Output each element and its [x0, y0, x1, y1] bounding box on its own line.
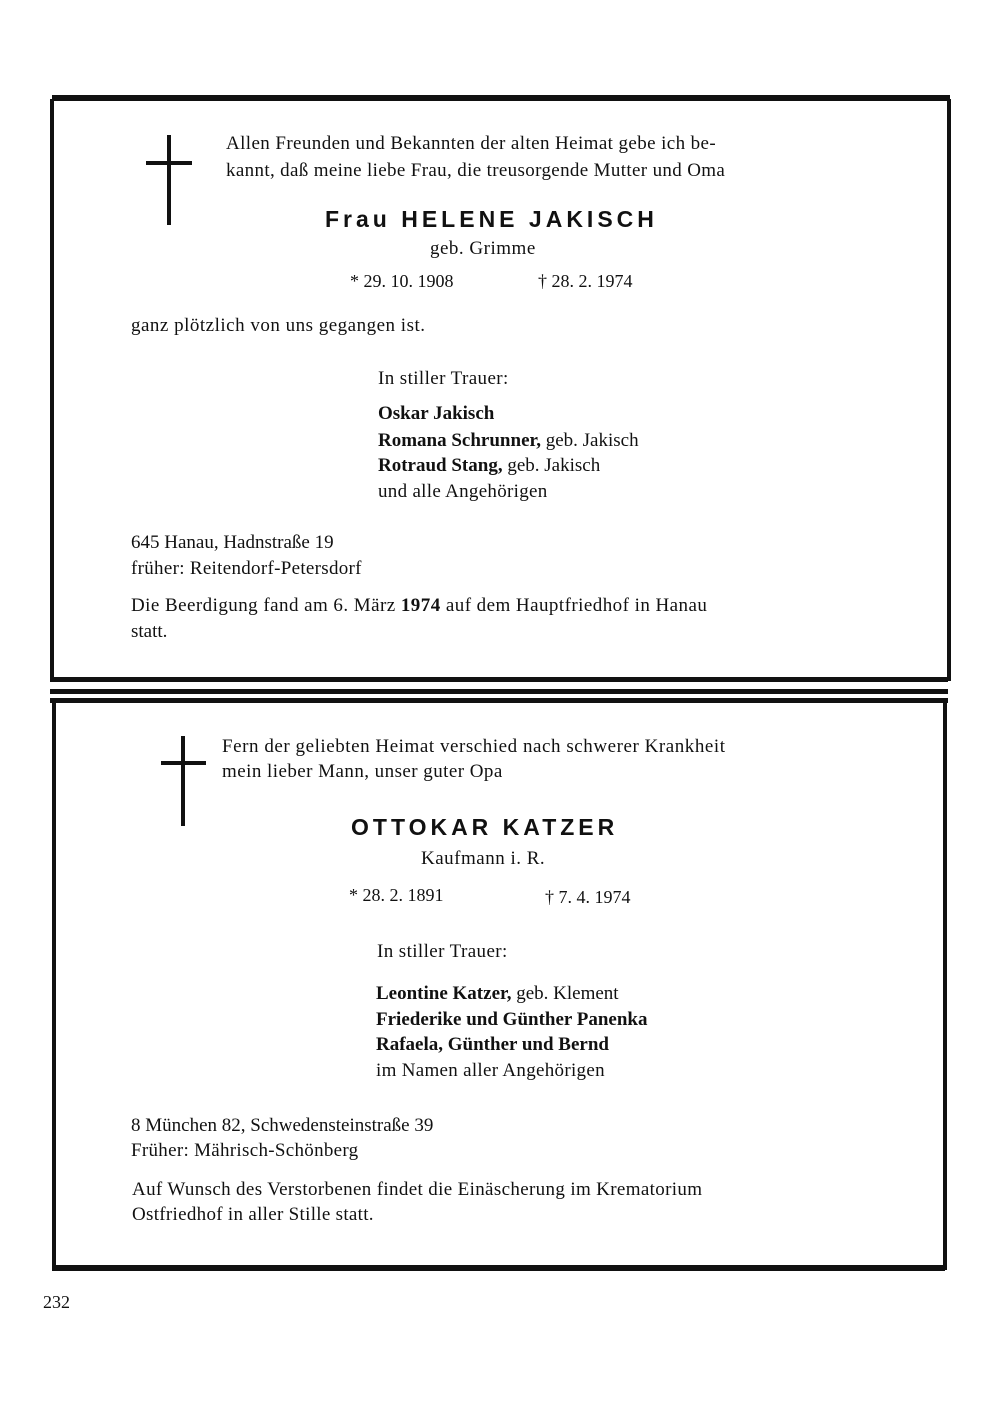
funeral-notice	[131, 593, 707, 619]
mourner-row	[376, 981, 619, 1007]
birth-date: * 29. 10. 1908	[350, 271, 454, 291]
notice1-intro-line2: kannt, daß meine liebe Frau, die treusorgende Mutter und Oma	[226, 160, 726, 181]
mourner-row	[378, 453, 600, 479]
mourner-suffix: geb. Jakisch	[502, 455, 601, 476]
mourner-row	[378, 401, 494, 427]
mourner-name: Leontine Katzer,	[376, 983, 512, 1004]
frame2-bottom-rule	[52, 1265, 945, 1271]
mourner-suffix: geb. Klement	[511, 983, 619, 1004]
notice2-intro-line1: Fern der geliebten Heimat verschied nach schwerer Krankheit	[222, 736, 726, 757]
mourner-name: Friederike und Günther Panenka	[376, 1009, 648, 1030]
frame1-bottom-rule	[50, 677, 948, 682]
notice2-intro-line2: mein lieber Mann, unser guter Opa	[222, 761, 503, 782]
address-former: Früher: Mährisch-Schönberg	[131, 1140, 359, 1161]
cremation-notice: Auf Wunsch des Verstorbenen findet die Einäscherung im Krematorium	[132, 1179, 703, 1200]
death-date: † 7. 4. 1974	[545, 887, 631, 907]
deceased-name: OTTOKAR KATZER	[351, 814, 619, 840]
mourner-name: Romana Schrunner,	[378, 430, 541, 451]
mourner-name: Rotraud Stang,	[378, 455, 503, 476]
mourner-name: Rafaela, Günther und Bernd	[376, 1034, 609, 1055]
mourners-extra: im Namen aller Angehörigen	[376, 1060, 605, 1081]
birth-name: geb. Grimme	[430, 238, 536, 259]
frame2-top-rule	[50, 689, 948, 694]
birth-date: * 28. 2. 1891	[349, 885, 444, 905]
mourner-name: Oskar Jakisch	[378, 403, 495, 424]
notice1-closing: ganz plötzlich von uns gegangen ist.	[131, 315, 426, 336]
address-line: 8 München 82, Schwedensteinstraße 39	[131, 1115, 434, 1136]
mourner-suffix: geb. Jakisch	[540, 430, 639, 451]
page-number: 232	[43, 1292, 70, 1312]
funeral-notice-line2: statt.	[131, 621, 168, 642]
funeral-text: Die Beerdigung fand am 6. März	[131, 595, 401, 616]
address-former: früher: Reitendorf-Petersdorf	[131, 558, 362, 579]
death-date: † 28. 2. 1974	[538, 271, 633, 291]
funeral-text: auf dem Hauptfriedhof in Hanau	[440, 595, 708, 616]
mourner-row	[376, 1032, 609, 1058]
mourner-row	[376, 1007, 647, 1033]
deceased-name: Frau HELENE JAKISCH	[325, 206, 658, 232]
mourners-extra: und alle Angehörigen	[378, 481, 548, 502]
address-line: 645 Hanau, Hadnstraße 19	[131, 532, 334, 553]
mourning-label: In stiller Trauer:	[378, 368, 509, 389]
mourner-row	[378, 428, 639, 454]
cremation-notice-line2: Ostfriedhof in aller Stille statt.	[132, 1204, 374, 1225]
funeral-year: 1974	[400, 595, 441, 616]
mourning-label: In stiller Trauer:	[377, 941, 508, 962]
deceased-title: Kaufmann i. R.	[421, 848, 546, 869]
notice1-intro-line1: Allen Freunden und Bekannten der alten Heimat gebe ich be-	[226, 133, 717, 154]
